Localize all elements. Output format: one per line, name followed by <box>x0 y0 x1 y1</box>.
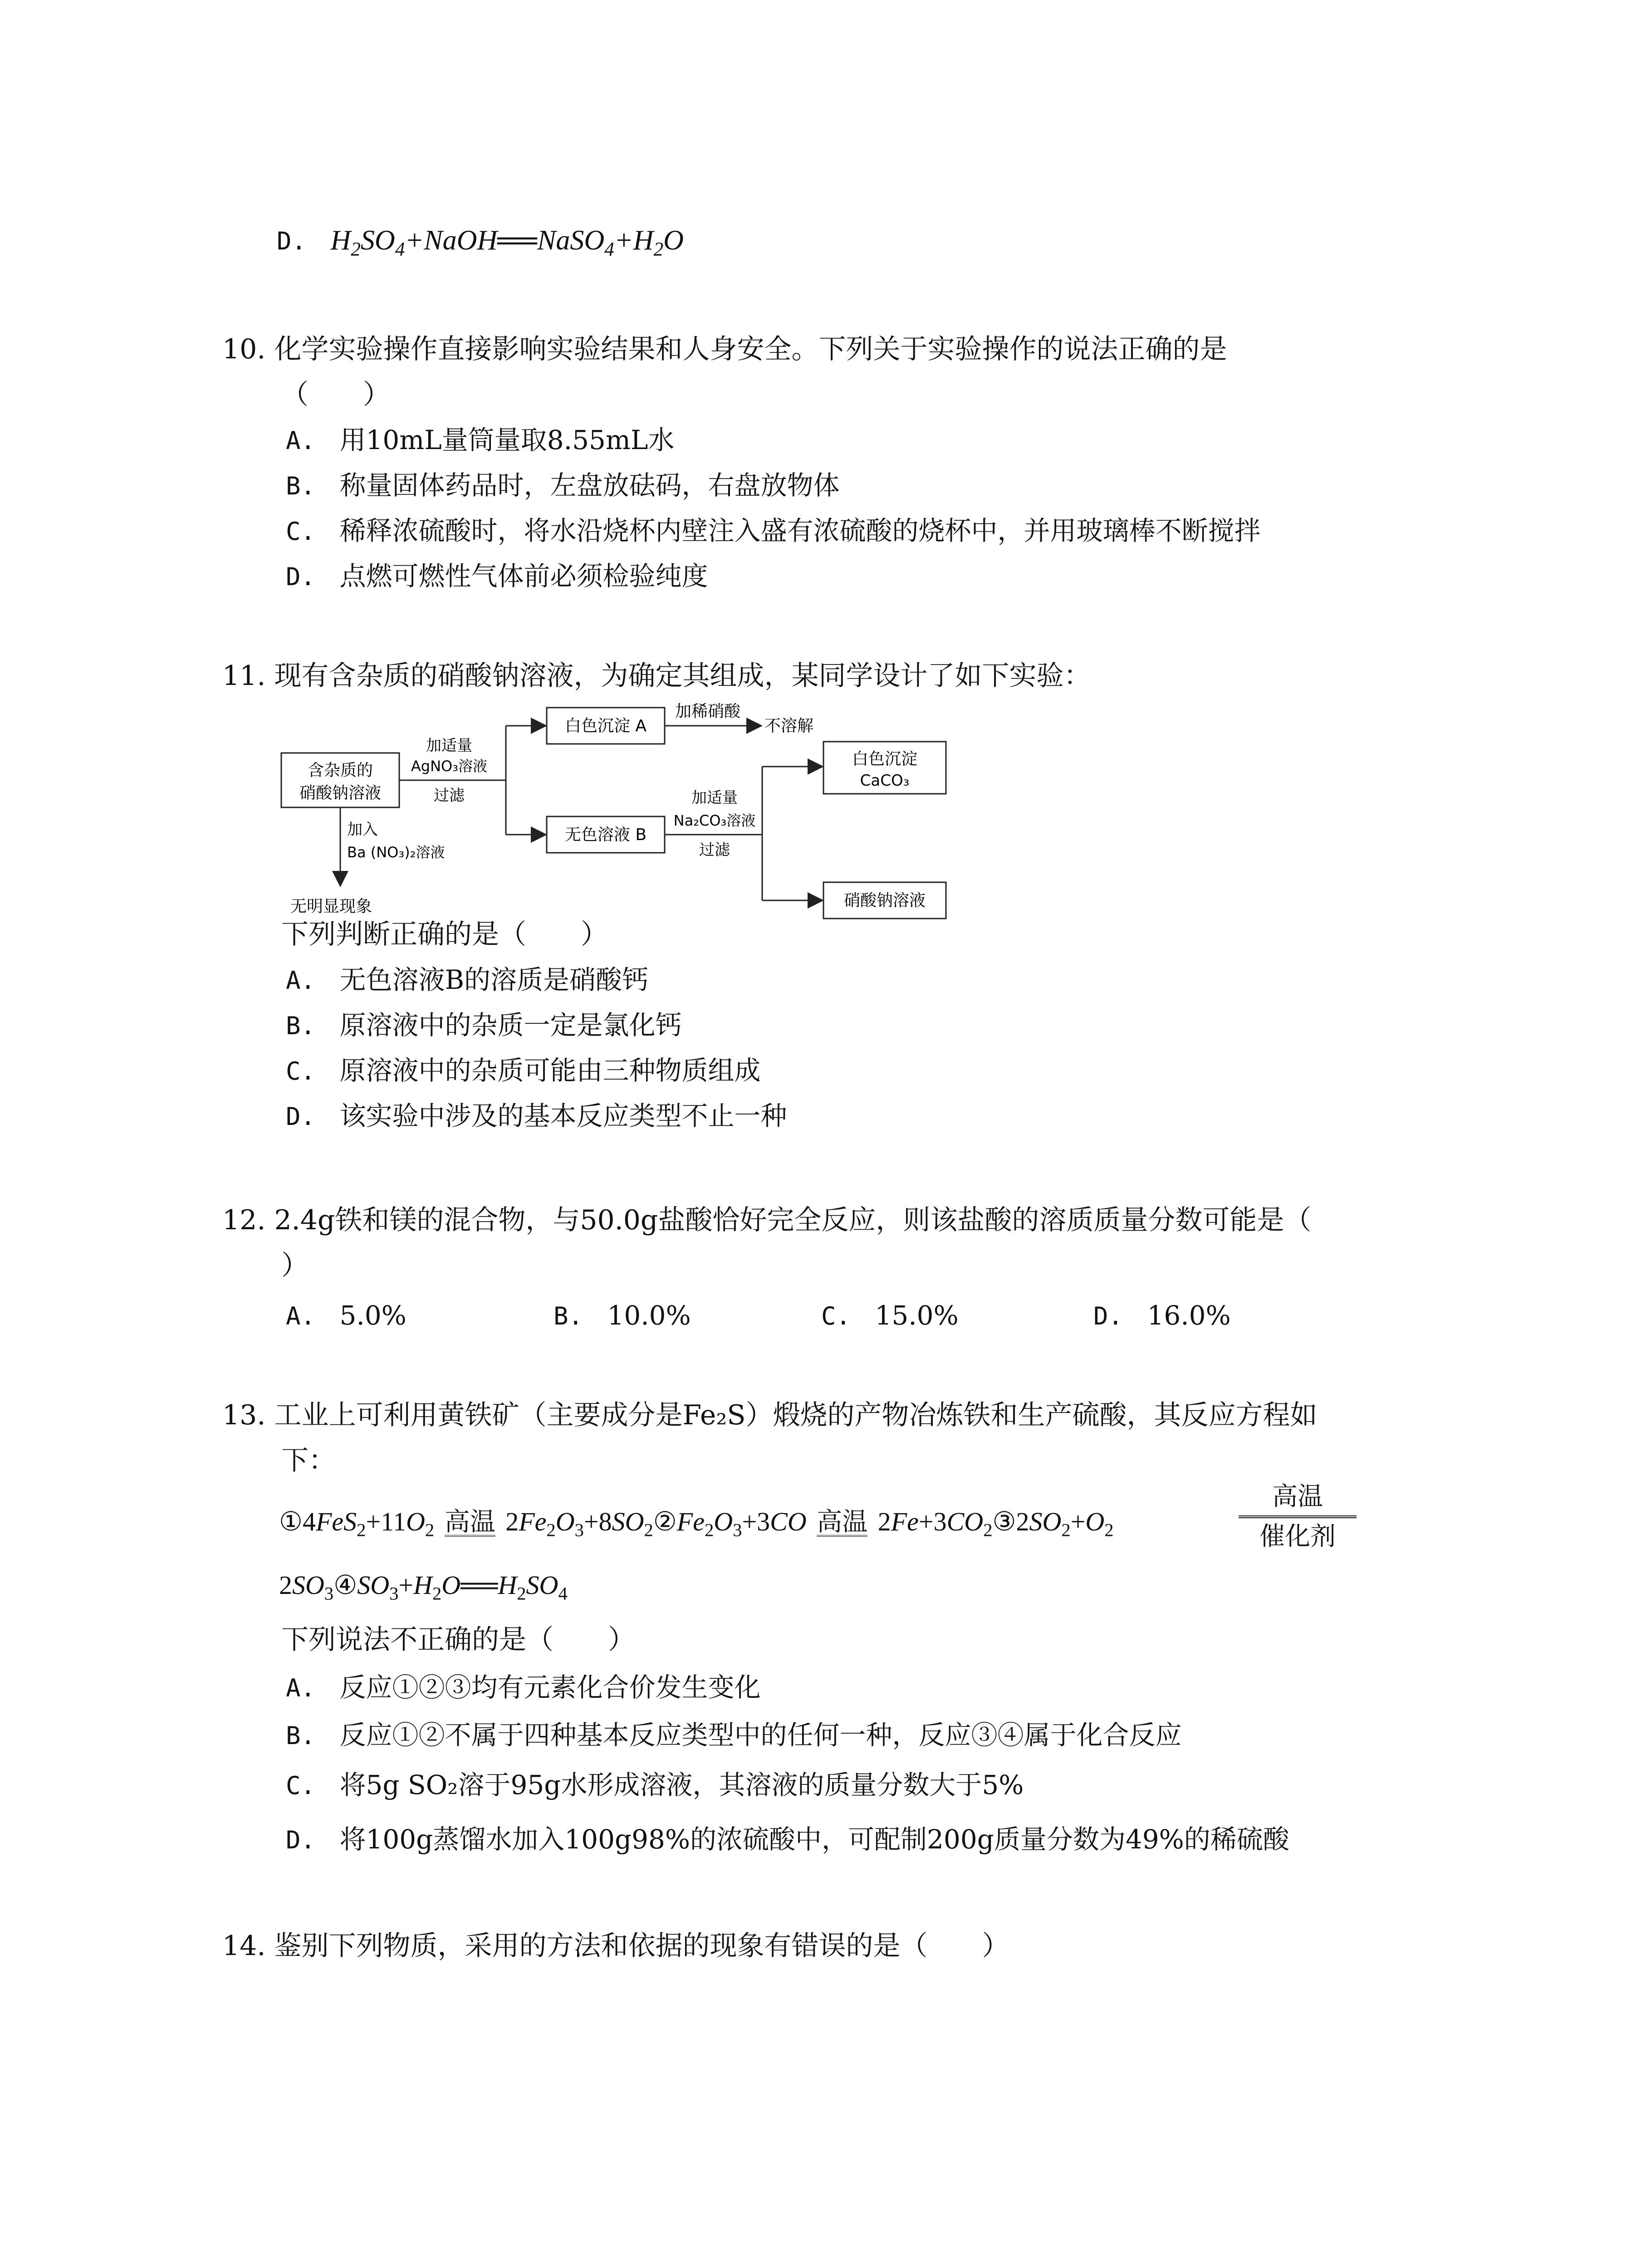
q10-paren: （ ） <box>281 379 390 411</box>
option-label: B. <box>554 1302 583 1330</box>
arrow2-top: 加适量 <box>691 789 738 807</box>
q13-option-b <box>286 1717 1181 1754</box>
option-text: 用10mL量筒量取8.55mL水 <box>339 425 675 455</box>
start-box-line2: 硝酸钠溶液 <box>299 784 382 802</box>
option-label: A. <box>286 426 316 455</box>
eq3-left: $③2SO_2+O_2$ <box>992 1507 1114 1540</box>
question-text: 鉴别下列物质，采用的方法和依据的现象有错误的是（ ） <box>274 1930 1009 1962</box>
eq1-left: $①4FeS_2+11O_2$ <box>279 1507 435 1540</box>
eq2-left: $②Fe_2O_3+3CO$ <box>653 1507 807 1540</box>
q10-option-c <box>286 513 1260 550</box>
q11-option-d <box>286 1098 787 1135</box>
option-label: D. <box>1093 1302 1123 1330</box>
q10-option-d <box>286 558 708 595</box>
question-text: 工业上可利用黄铁矿（主要成分是Fe₂S）煅烧的产物冶炼铁和生产硫酸，其反应方程如 <box>274 1399 1318 1431</box>
q13-stem <box>222 1397 1318 1433</box>
option-text: 将5g SO₂溶于95g水形成溶液，其溶液的质量分数大于5% <box>339 1769 1024 1800</box>
q10-option-b <box>286 467 839 504</box>
eq1-condition: 高温 <box>441 1504 499 1540</box>
option-text: 15.0% <box>875 1300 959 1331</box>
q12-option-a <box>286 1297 407 1334</box>
option-text: 反应①②不属于四种基本反应类型中的任何一种，反应③④属于化合反应 <box>339 1720 1182 1750</box>
q11-option-a <box>286 962 648 999</box>
q10-stem <box>222 331 1227 367</box>
start-box-line1: 含杂质的 <box>307 761 373 780</box>
down-result: 无明显现象 <box>290 897 372 916</box>
question-number: 10. <box>222 333 266 365</box>
q11-option-c <box>286 1052 760 1090</box>
option-label: C. <box>286 517 316 546</box>
box-d-label: 硝酸钠溶液 <box>843 891 926 910</box>
q13-option-d <box>286 1821 1289 1858</box>
q9-option-d <box>277 222 684 267</box>
option-text: 原溶液中的杂质一定是氯化钙 <box>339 1010 682 1041</box>
result-a: 不溶解 <box>764 717 814 735</box>
option-equation: $H_2SO_4+NaOH══NaSO_4+H_2O$ <box>330 225 684 260</box>
box-a-label: 白色沉淀 A <box>564 717 647 735</box>
eq1-right: $2Fe_2O_3+8SO_2$ <box>505 1507 653 1540</box>
option-text: 无色溶液B的溶质是硝酸钙 <box>339 964 649 995</box>
eq3-condition: 高温 催化剂 <box>1239 1481 1357 1553</box>
q11-option-b <box>286 1007 681 1044</box>
option-text: 10.0% <box>607 1300 691 1331</box>
q13-option-a <box>286 1669 760 1706</box>
q11-flow-diagram <box>272 699 962 925</box>
box-c-line1: 白色沉淀 <box>852 750 918 768</box>
eq4: $④SO_3+H_2O══H_2SO_4$ <box>333 1570 568 1604</box>
question-number: 14. <box>222 1930 266 1962</box>
q13-equations-line2 <box>279 1567 568 1612</box>
q11-stem <box>222 658 1091 694</box>
q10-option-a <box>286 422 674 459</box>
q13-equations-line1 <box>279 1504 1114 1549</box>
box-b-label: 无色溶液 B <box>564 826 647 844</box>
q13-stem-cont: 下： <box>281 1445 336 1476</box>
option-label: B. <box>286 1721 316 1750</box>
option-label: C. <box>286 1771 316 1800</box>
option-label: D. <box>277 227 307 255</box>
question-text: 现有含杂质的硝酸钠溶液，为确定其组成，某同学设计了如下实验： <box>274 660 1091 692</box>
option-label: D. <box>286 1826 316 1854</box>
option-label: D. <box>286 562 316 591</box>
option-label: D. <box>286 1102 316 1131</box>
q14-stem <box>222 1928 1009 1964</box>
q12-stem <box>222 1202 1311 1238</box>
option-text: 将100g蒸馏水加入100g98%的浓硫酸中，可配制200g质量分数为49%的稀硫酸 <box>339 1824 1289 1855</box>
arrow1-top: 加适量 <box>426 737 472 755</box>
option-label: C. <box>821 1302 851 1330</box>
option-label: B. <box>286 1012 316 1040</box>
question-text: 2.4g铁和镁的混合物，与50.0g盐酸恰好完全反应，则该盐酸的溶质质量分数可能是（ <box>274 1204 1312 1236</box>
option-label: B. <box>286 472 316 500</box>
q13-ask: 下列说法不正确的是（ ） <box>281 1624 635 1656</box>
option-text: 点燃可燃性气体前必须检验纯度 <box>339 561 708 591</box>
q12-option-c <box>821 1297 959 1334</box>
q12-option-d <box>1093 1297 1231 1334</box>
q12-option-b <box>554 1297 691 1334</box>
eq2-right: $2Fe+3CO_2$ <box>877 1507 993 1540</box>
option-label: A. <box>286 1302 316 1330</box>
down-top: 加入 <box>347 821 378 839</box>
down-mid: Ba (NO₃)₂溶液 <box>347 844 445 861</box>
option-text: 称量固体药品时，左盘放砝码，右盘放物体 <box>339 470 840 501</box>
arrow1-bot: 过滤 <box>434 787 465 805</box>
eq2-condition: 高温 <box>813 1504 871 1540</box>
q11-ask: 下列判断正确的是（ ） <box>281 919 608 950</box>
box-c-line2: CaCO₃ <box>860 772 910 790</box>
arrow2-mid: Na₂CO₃溶液 <box>673 812 756 829</box>
question-number: 13. <box>222 1399 266 1431</box>
option-text: 该实验中涉及的基本反应类型不止一种 <box>339 1100 787 1131</box>
question-text: 化学实验操作直接影响实验结果和人身安全。下列关于实验操作的说法正确的是 <box>274 333 1227 365</box>
arrow1-mid: AgNO₃溶液 <box>411 758 488 775</box>
option-text: 稀释浓硫酸时，将水沿烧杯内壁注入盛有浓硫酸的烧杯中，并用玻璃棒不断搅拌 <box>339 515 1261 546</box>
option-label: A. <box>286 966 316 995</box>
q12-stem-cont: ） <box>281 1250 309 1281</box>
option-label: A. <box>286 1674 316 1702</box>
option-text: 反应①②③均有元素化合价发生变化 <box>339 1672 761 1703</box>
option-text: 原溶液中的杂质可能由三种物质组成 <box>339 1055 761 1086</box>
option-label: C. <box>286 1057 316 1085</box>
option-text: 16.0% <box>1147 1300 1231 1331</box>
option-text: 5.0% <box>339 1300 407 1331</box>
q13-option-c <box>286 1767 1024 1804</box>
question-number: 12. <box>222 1204 266 1236</box>
arrow-a-label: 加稀硝酸 <box>675 702 741 721</box>
question-number: 11. <box>222 660 266 692</box>
arrow2-bot: 过滤 <box>699 841 730 859</box>
eq3-right: $2SO_3$ <box>279 1570 334 1604</box>
